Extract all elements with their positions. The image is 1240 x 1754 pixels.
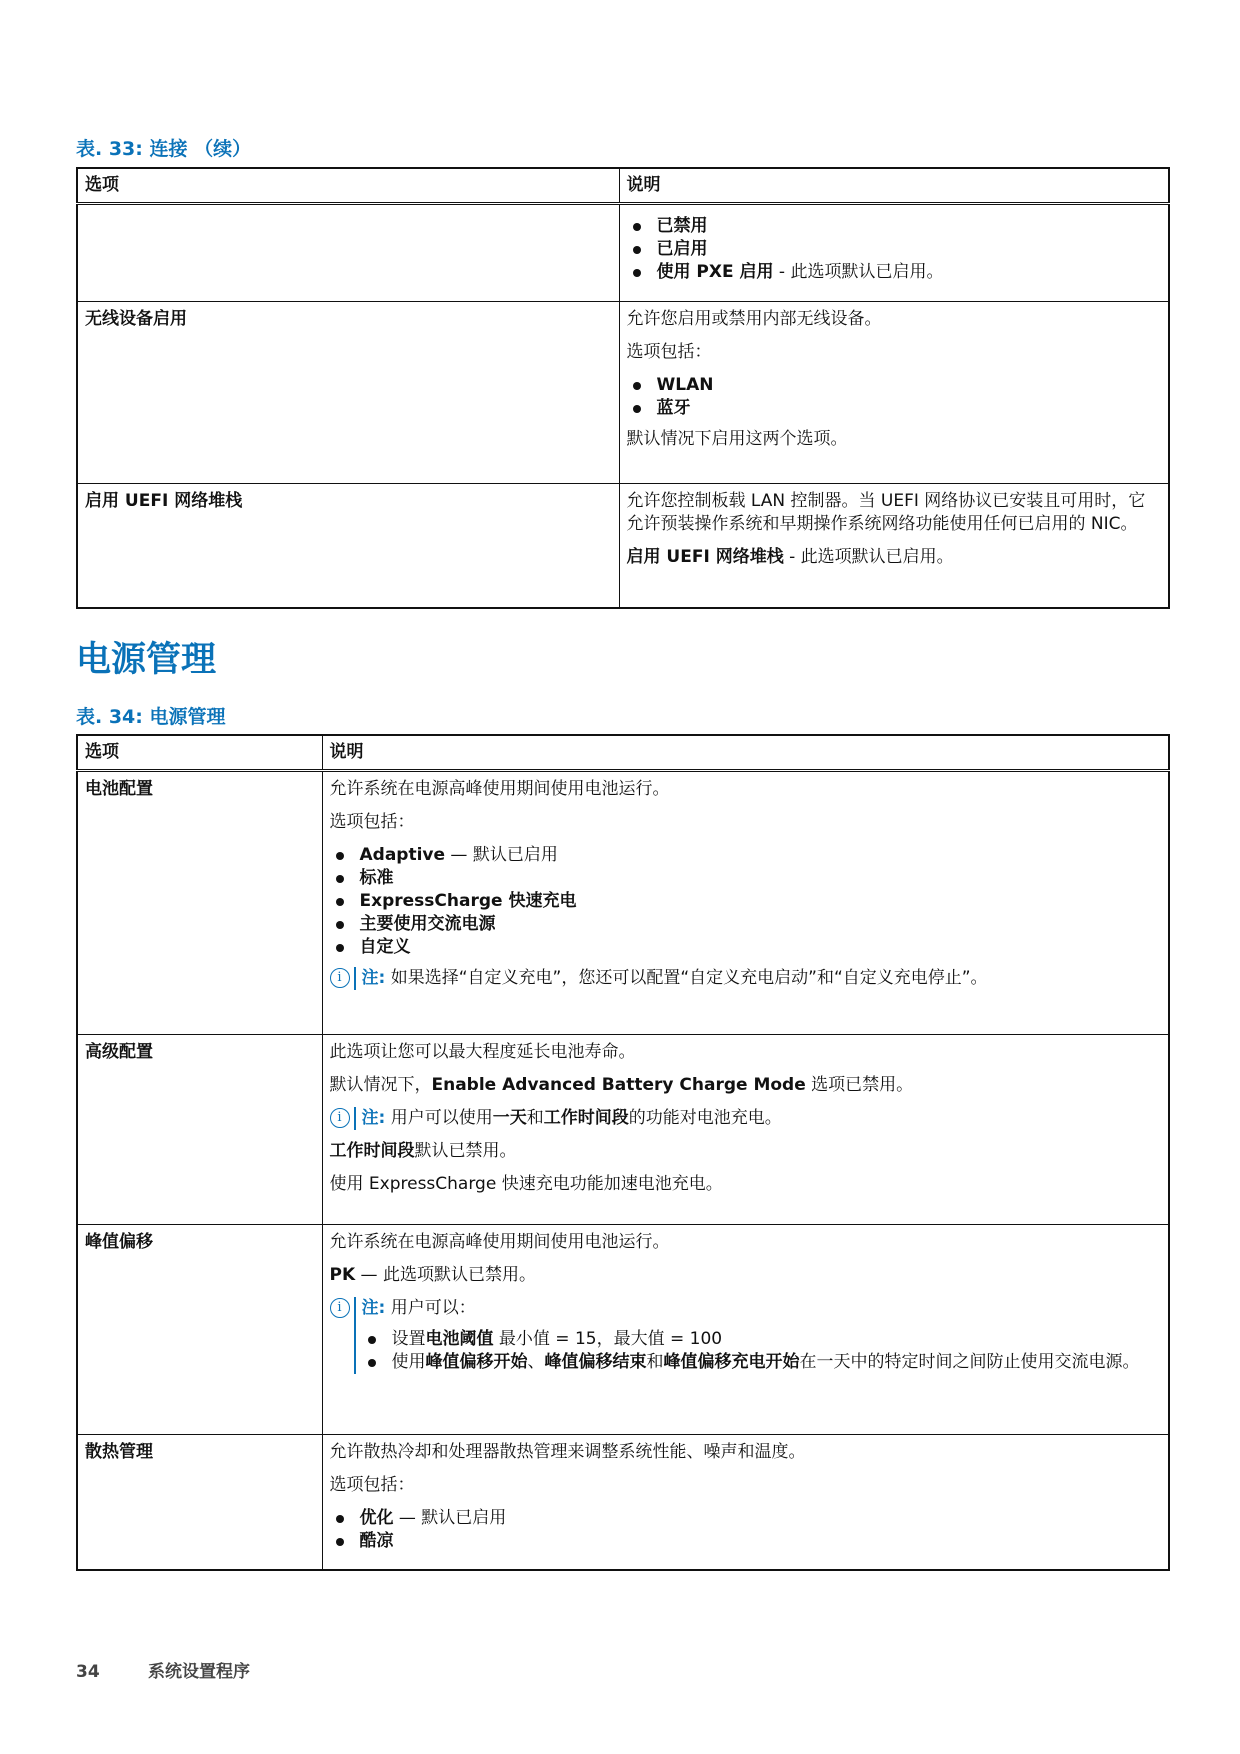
description-cell	[322, 1225, 1169, 1435]
default-text: 默认情况下启用这两个选项。	[626, 429, 848, 449]
option-cell-empty	[77, 204, 619, 302]
option-list	[330, 1507, 1162, 1553]
list-item: 标准	[330, 867, 1162, 890]
note-text: 如果选择“自定义充电”，您还可以配置“自定义充电启动”和“自定义充电停止”。	[385, 968, 988, 988]
option-list	[627, 374, 1162, 420]
table34-power-management	[76, 734, 1170, 1571]
description-cell	[619, 204, 1169, 302]
info-icon: i	[330, 1108, 350, 1128]
table-row	[77, 302, 1169, 484]
description-text: 此选项让您可以最大程度延长电池寿命。	[329, 1042, 636, 1062]
option-name: 无线设备启用	[77, 302, 619, 484]
note: i 注: 用户可以使用一天和工作时间段的功能对电池充电。	[330, 1107, 1162, 1130]
table34-col-desc: 说明	[322, 735, 1169, 771]
description-cell	[619, 484, 1169, 608]
option-list	[627, 215, 1162, 284]
list-item: 自定义	[330, 936, 1162, 959]
table34-col-option: 选项	[77, 735, 322, 771]
option-list	[330, 844, 1162, 959]
default-text: 默认情况下，Enable Advanced Battery Charge Mode 选项已禁用。	[329, 1075, 914, 1095]
table34-caption: 表. 34: 电源管理	[76, 706, 226, 728]
table33-connection	[76, 167, 1170, 609]
note-label: 注:	[361, 1298, 386, 1318]
default-text: PK — 此选项默认已禁用。	[329, 1265, 536, 1285]
option-name: 峰值偏移	[77, 1225, 322, 1435]
option-name: 电池配置	[77, 771, 322, 1035]
option-name: 散热管理	[77, 1435, 322, 1571]
list-item: 已启用	[627, 238, 1162, 261]
table-row	[77, 771, 1169, 1035]
description-cell	[322, 771, 1169, 1035]
table-row	[77, 1225, 1169, 1435]
table33-col-option: 选项	[77, 168, 619, 204]
table-row	[77, 1035, 1169, 1225]
description-text: 允许散热冷却和处理器散热管理来调整系统性能、噪声和温度。	[329, 1442, 806, 1462]
page-footer	[76, 1657, 250, 1682]
expresscharge-text: 使用 ExpressCharge 快速充电功能加速电池充电。	[329, 1174, 723, 1194]
list-item: 酷凉	[330, 1530, 1162, 1553]
list-item: 蓝牙	[627, 397, 1162, 420]
note-bar	[354, 1297, 356, 1374]
option-name: 高级配置	[77, 1035, 322, 1225]
description-cell	[322, 1035, 1169, 1225]
table33-col-desc: 说明	[619, 168, 1169, 204]
table33-header-row	[77, 168, 1169, 204]
list-item: 优化 — 默认已启用	[330, 1507, 1162, 1530]
footer-title: 系统设置程序	[148, 1662, 250, 1682]
list-item: 使用峰值偏移开始、峰值偏移结束和峰值偏移充电开始在一天中的特定时间之间防止使用交流电源。	[362, 1351, 1162, 1374]
note-bar	[354, 967, 356, 990]
list-item: 设置电池阈值 最小值 = 15，最大值 = 100	[362, 1328, 1162, 1351]
description-cell	[322, 1435, 1169, 1571]
note: i 注: 用户可以： 设置电池阈值 最小值 = 15，最大值 = 100 使用峰值偏移开始、峰值偏移结束和峰值偏移充电开始在一天中的特定时间之间防止使用交流电源。	[330, 1297, 1162, 1374]
list-item: Adaptive — 默认已启用	[330, 844, 1162, 867]
option-name: 启用 UEFI 网络堆栈	[77, 484, 619, 608]
list-item: 使用 PXE 启用 - 此选项默认已启用。	[627, 261, 1162, 284]
description-text: 允许您控制板载 LAN 控制器。当 UEFI 网络协议已安装且可用时，它允许预装操作系统和早期操作系统网络功能使用任何已启用的 NIC。	[626, 491, 1146, 534]
info-icon: i	[330, 968, 350, 988]
options-include-label: 选项包括：	[329, 1475, 415, 1495]
table34-header-row	[77, 735, 1169, 771]
table33-caption: 表. 33: 连接 （续）	[76, 138, 252, 160]
table-row	[77, 204, 1169, 302]
description-text: 允许您启用或禁用内部无线设备。	[626, 309, 882, 329]
list-item: ExpressCharge 快速充电	[330, 890, 1162, 913]
list-item: WLAN	[627, 374, 1162, 397]
description-cell	[619, 302, 1169, 484]
table-row	[77, 1435, 1169, 1571]
note-label: 注:	[361, 1108, 386, 1128]
list-item: 已禁用	[627, 215, 1162, 238]
section-title: 电源管理	[76, 640, 217, 680]
default-text: 启用 UEFI 网络堆栈 - 此选项默认已启用。	[626, 547, 954, 567]
description-text: 允许系统在电源高峰使用期间使用电池运行。	[329, 779, 670, 799]
description-text: 允许系统在电源高峰使用期间使用电池运行。	[329, 1232, 670, 1252]
info-icon: i	[330, 1298, 350, 1318]
note-list	[362, 1328, 1162, 1374]
note-label: 注:	[361, 968, 386, 988]
page-number: 34	[76, 1662, 100, 1682]
options-include-label: 选项包括：	[329, 812, 415, 832]
work-hours-text: 工作时间段默认已禁用。	[329, 1141, 517, 1161]
note-bar	[354, 1107, 356, 1130]
note	[330, 967, 1162, 990]
list-item: 主要使用交流电源	[330, 913, 1162, 936]
table-row	[77, 484, 1169, 608]
options-include-label: 选项包括：	[626, 342, 712, 362]
